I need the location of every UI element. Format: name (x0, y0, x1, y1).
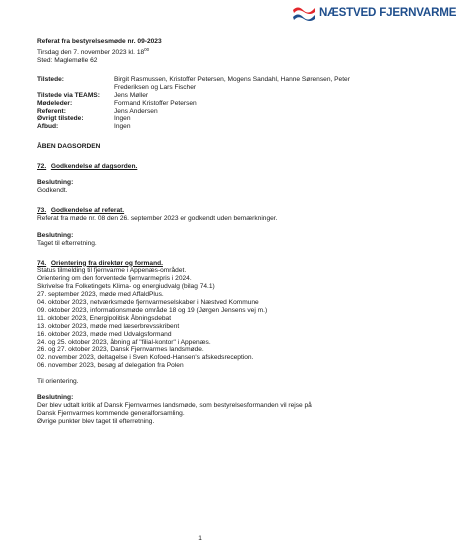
item-body-line: 09. oktober 2023, informationsmøde område 18 og 19 (Jørgen Jensens vej m.) (37, 306, 268, 314)
attendance-key: Afbud: (37, 123, 59, 131)
item-body-line: Status tilmelding til fjernvarme i Appenæs-området. (37, 267, 187, 275)
attendance-key: Tilstede: (37, 75, 64, 83)
agenda-item-heading (37, 163, 382, 171)
decision-label: Beslutning: (37, 394, 74, 402)
attendance-table (37, 76, 376, 131)
meeting-date (37, 46, 382, 57)
attendance-row (37, 115, 376, 123)
attendance-row (37, 92, 376, 100)
decision-text: Der blev udtalt kritik af Dansk Fjernvarmes landsmøde, som bestyrelsesformanden vil rejse på (37, 402, 312, 409)
attendance-value: Jens Møller (114, 91, 149, 99)
agenda-item-title: Orientering fra direktør og formand. (50, 259, 163, 267)
item-body-line: 26. og 27. oktober 2023, Dansk Fjernvarmes landsmøde. (37, 346, 204, 354)
document-page (37, 38, 382, 426)
attendance-key: Øvrigt tilstede: (37, 115, 84, 123)
agenda-item-number: 72. (37, 163, 47, 171)
decision-text: Øvrige punkter blev taget til efterretning. (37, 417, 155, 425)
item-body-line: 06. november 2023, besøg af delegation fra Polen (37, 362, 184, 370)
meeting-time-sup: 00 (144, 46, 150, 52)
agenda-item-title: Godkendelse af referat. (50, 206, 125, 214)
attendance-value: Ingen (114, 123, 131, 131)
item-body-line: Orientering om den forventede fjernvarmepris i 2024. (37, 275, 192, 283)
item-body-line: 04. oktober 2023, netværksmøde fjernvarmeselskaber i Næstved Kommune (37, 299, 259, 307)
item-body-line: 24. og 25. oktober 2023, åbning af "filial-kontor" i Appenæs. (37, 338, 211, 346)
attendance-row (37, 123, 376, 131)
attendance-row (37, 108, 376, 116)
attendance-key: Referent: (37, 107, 66, 115)
agenda-item-number: 74. (37, 259, 47, 267)
page-number: 1 (198, 535, 202, 542)
attendance-row (37, 76, 376, 92)
attendance-key: Tilstede via TEAMS: (37, 91, 100, 99)
item-body-line: 13. oktober 2023, møde med læserbrevsskribent (37, 322, 180, 330)
wave-logo-icon (292, 4, 316, 24)
attendance-value: Ingen (114, 115, 131, 123)
attendance-value: Formand Kristoffer Petersen (114, 99, 197, 107)
decision-label: Beslutning: (37, 179, 74, 187)
agenda-item-title: Godkendelse af dagsorden. (50, 163, 138, 171)
item-body-line: 02. november 2023, deltagelse i Sven Kofoed-Hansen's afskedsreception. (37, 354, 254, 362)
item-body-line: 27. september 2023, møde med AffaldPlus. (37, 291, 164, 299)
orientation-note: Til orientering. (37, 378, 79, 386)
agenda-item-number: 73. (37, 206, 47, 214)
company-logo (292, 4, 456, 26)
open-agenda-heading: ÅBEN DAGSORDEN (37, 143, 101, 151)
decision-label: Beslutning: (37, 231, 74, 239)
attendance-key: Mødeleder: (37, 99, 73, 107)
item-body-line: 16. oktober 2023, møde med Udvalgsformand (37, 330, 172, 338)
decision-text: Dansk Fjernvarmes kommende generalforsamling. (37, 409, 185, 417)
item-body-line: 11. oktober 2023, Energipolitisk Åbningsdebat (37, 314, 172, 322)
attendance-value: Birgit Rasmussen, Kristoffer Petersen, Mogens Sandahl, Hanne Sørensen, Peter Frederiksen og Lars Fischer (114, 75, 350, 91)
decision-text: Taget til efterretning. (37, 239, 97, 247)
item-body-line: Referat fra møde nr. 08 den 26. september 2023 er godkendt uden bemærkninger. (37, 214, 278, 222)
agenda-item-heading (37, 207, 382, 215)
decision-text: Godkendt. (37, 186, 68, 194)
attendance-row (37, 100, 376, 108)
document-title: Referat fra bestyrelsesmøde nr. 09-2023 (37, 38, 162, 45)
meeting-date-text: Tirsdag den 7. november 2023 kl. 18 (37, 49, 145, 57)
item-body-line: Skrivelse fra Folketingets Klima- og energiudvalg (bilag 74.1) (37, 283, 215, 291)
meeting-place: Sted: Maglemølle 62 (37, 57, 98, 64)
attendance-value: Jens Andersen (114, 107, 158, 115)
brand-name: NÆSTVED FJERNVARME (319, 6, 456, 19)
